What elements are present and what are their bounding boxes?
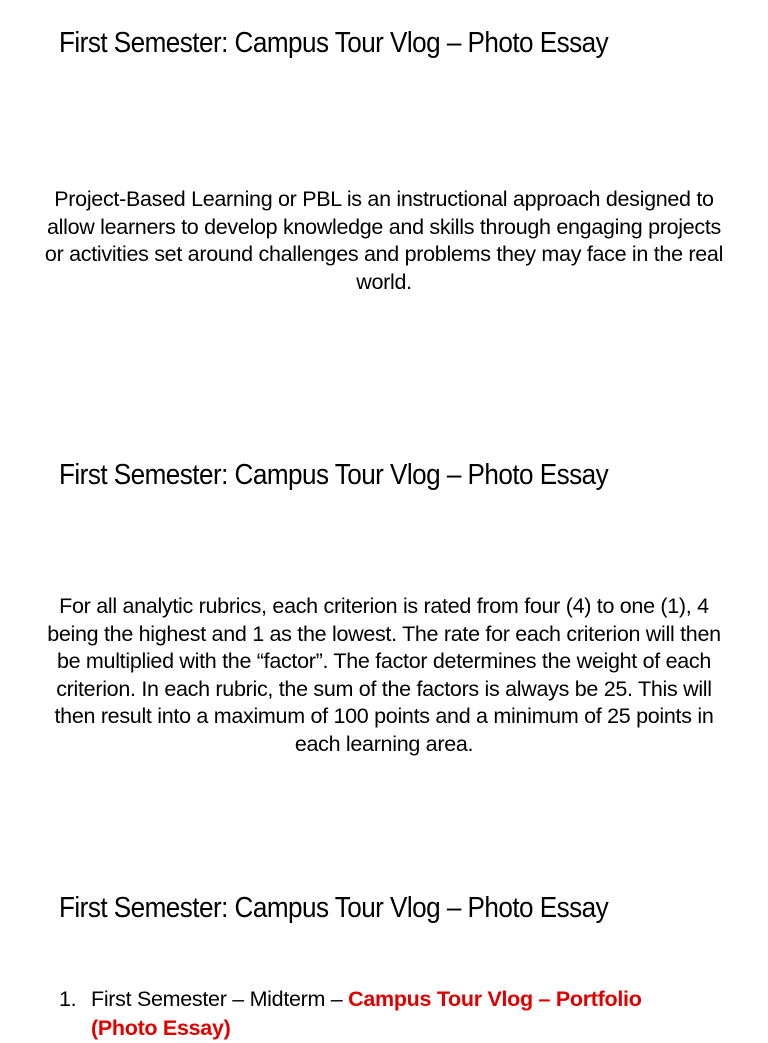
agenda-list xyxy=(59,985,699,1043)
slide-2-title: First Semester: Campus Tour Vlog – Photo Essay xyxy=(59,459,609,491)
list-item-prefix: First Semester – Midterm – xyxy=(91,987,349,1011)
slide-1-title: First Semester: Campus Tour Vlog – Photo Essay xyxy=(59,27,609,59)
list-item-highlight: Campus Tour Vlog – Portfolio (Photo Essay) xyxy=(91,987,642,1040)
list-item-content xyxy=(91,985,699,1043)
list-item xyxy=(59,985,699,1043)
list-item-number: 1. xyxy=(59,987,77,1011)
pbl-definition-text: Project-Based Learning or PBL is an instructional approach designed to allow learners to develop knowledge and skills through engaging projects or activities set around challenges and problems they may face in the real world. xyxy=(44,187,724,294)
slide-3-title: First Semester: Campus Tour Vlog – Photo Essay xyxy=(59,892,609,924)
rubric-explanation-text: For all analytic rubrics, each criterion is rated from four (4) to one (1), 4 being the highest and 1 as the lowest. The rate for each criterion will then be multiplied with the “factor”. The factor determines the weight of each criterion. In each rubric, the sum of the factors is always be 25. This will then result into a maximum of 100 points and a minimum of 25 points in each learning area. xyxy=(47,594,721,756)
